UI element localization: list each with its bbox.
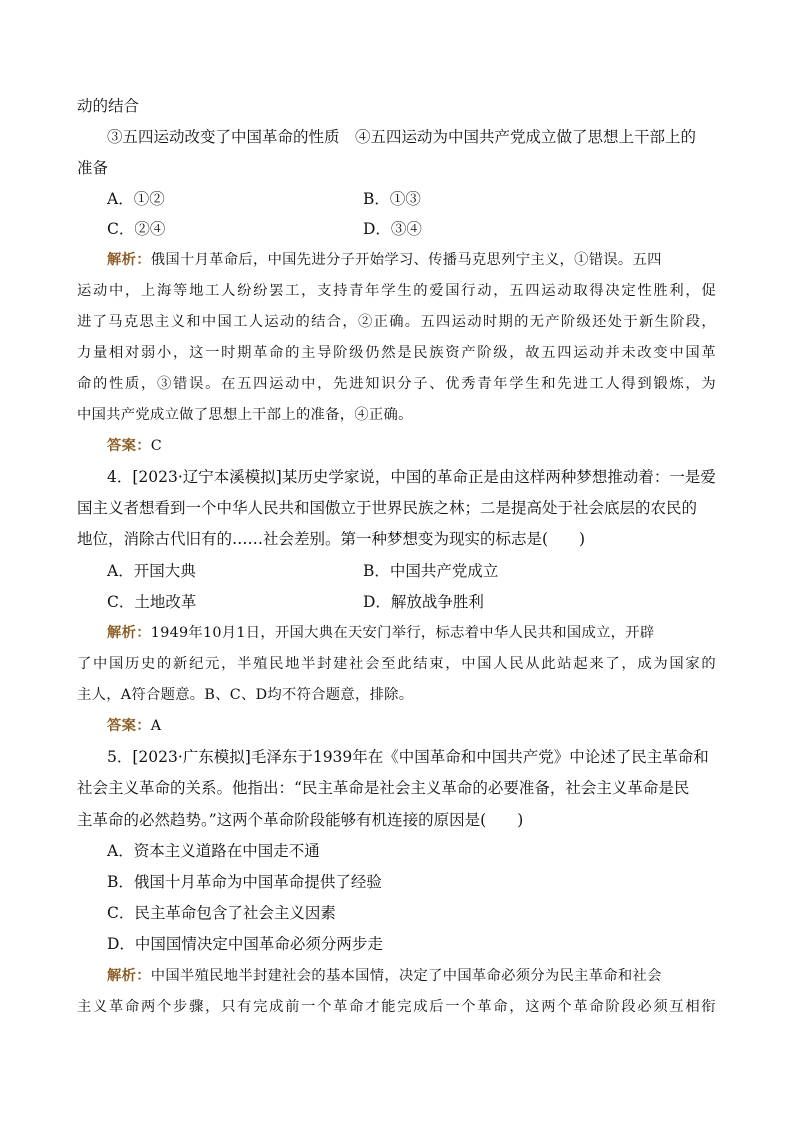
question-5-stem: 社会主义革命的关系。他指出：“民主革命是社会主义革命的必要准备，社会主义革命是民 bbox=[77, 779, 690, 797]
explanation-text: 了中国历史的新纪元，半殖民地半封建社会至此结束，中国人民从此站起来了，成为国家的 bbox=[77, 656, 716, 672]
option-c: C．②④ bbox=[107, 220, 166, 238]
explanation-label: 解析： bbox=[107, 252, 151, 268]
explanation-line bbox=[107, 966, 662, 986]
option-b: B．中国共产党成立 bbox=[363, 562, 499, 580]
answer-line bbox=[107, 436, 162, 456]
explanation-label: 解析： bbox=[107, 625, 151, 641]
question-text-line: 动的结合 bbox=[77, 97, 140, 115]
explanation-line: 中国共产党成立做了思想上干部上的准备，④正确。 bbox=[77, 407, 413, 423]
explanation-line bbox=[107, 250, 662, 270]
question-text-line: 准备 bbox=[77, 159, 109, 177]
explanation-line bbox=[77, 374, 716, 394]
question-5-stem: 主革命的必然趋势。”这两个革命阶段能够有机连接的原因是( ) bbox=[77, 811, 524, 829]
option-d: D．解放战争胜利 bbox=[363, 593, 484, 611]
explanation-text: 中国半殖民地半封建社会的基本国情，决定了中国革命必须分为民主革命和社会 bbox=[150, 968, 662, 984]
explanation-line bbox=[77, 281, 716, 301]
explanation-line bbox=[77, 312, 716, 332]
answer-value: A bbox=[150, 718, 162, 734]
answer-label: 答案： bbox=[107, 718, 151, 734]
explanation-line: 主人，A符合题意。B、C、D均不符合题意，排除。 bbox=[77, 687, 414, 703]
answer-label: 答案： bbox=[107, 438, 151, 454]
question-4-stem: 国主义者想看到一个中华人民共和国傲立于世界民族之林；二是提高处于社会底层的农民的 bbox=[77, 499, 698, 517]
explanation-text: 力量相对弱小，这一时期革命的主导阶级仍然是民族资产阶级，故五四运动并未改变中国革 bbox=[77, 345, 716, 361]
explanation-text: 主义革命两个步骤，只有完成前一个革命才能完成后一个革命，这两个革命阶段必须互相衔 bbox=[77, 999, 716, 1015]
explanation-line bbox=[77, 654, 716, 674]
question-text-line: ③五四运动改变了中国革命的性质 ④五四运动为中国共产党成立做了思想上干部上的 bbox=[107, 128, 697, 146]
explanation-text: 进了马克思主义和中国工人运动的结合，②正确。五四运动时期的无产阶级还处于新生阶段， bbox=[77, 314, 716, 330]
option-d: D．③④ bbox=[363, 220, 422, 238]
explanation-line bbox=[77, 997, 716, 1017]
option-b: B．①③ bbox=[363, 190, 421, 208]
option-c: C．民主革命包含了社会主义因素 bbox=[107, 904, 336, 922]
explanation-text: 1949年10月1日，开国大典在天安门举行，标志着中华人民共和国成立，开辟 bbox=[150, 625, 655, 641]
question-5-stem: 5．[2023·广东模拟]毛泽东于1939年在《中国革命和中国共产党》中论述了民主革命和 bbox=[107, 748, 709, 766]
explanation-text: 俄国十月革命后，中国先进分子开始学习、传播马克思列宁主义，①错误。五四 bbox=[150, 252, 662, 268]
question-4-stem: 4．[2023·辽宁本溪模拟]某历史学家说，中国的革命正是由这样两种梦想推动着：一是爱 bbox=[107, 468, 716, 486]
option-b: B．俄国十月革命为中国革命提供了经验 bbox=[107, 873, 382, 891]
explanation-label: 解析： bbox=[107, 968, 151, 984]
question-4-stem: 地位，消除古代旧有的……社会差别。第一种梦想变为现实的标志是( ) bbox=[77, 530, 586, 548]
answer-value: C bbox=[150, 438, 163, 454]
explanation-text: 运动中，上海等地工人纷纷罢工，支持青年学生的爱国行动，五四运动取得决定性胜利，促 bbox=[77, 283, 716, 299]
option-a: A．开国大典 bbox=[107, 562, 196, 580]
option-a: A．资本主义道路在中国走不通 bbox=[107, 842, 320, 860]
explanation-line bbox=[107, 623, 654, 643]
option-d: D．中国国情决定中国革命必须分两步走 bbox=[107, 935, 383, 953]
explanation-line bbox=[77, 343, 716, 363]
answer-line bbox=[107, 716, 161, 736]
option-a: A．①② bbox=[107, 190, 165, 208]
explanation-text: 命的性质，③错误。在五四运动中，先进知识分子、优秀青年学生和先进工人得到锻炼，为 bbox=[77, 376, 716, 392]
option-c: C．土地改革 bbox=[107, 593, 197, 611]
